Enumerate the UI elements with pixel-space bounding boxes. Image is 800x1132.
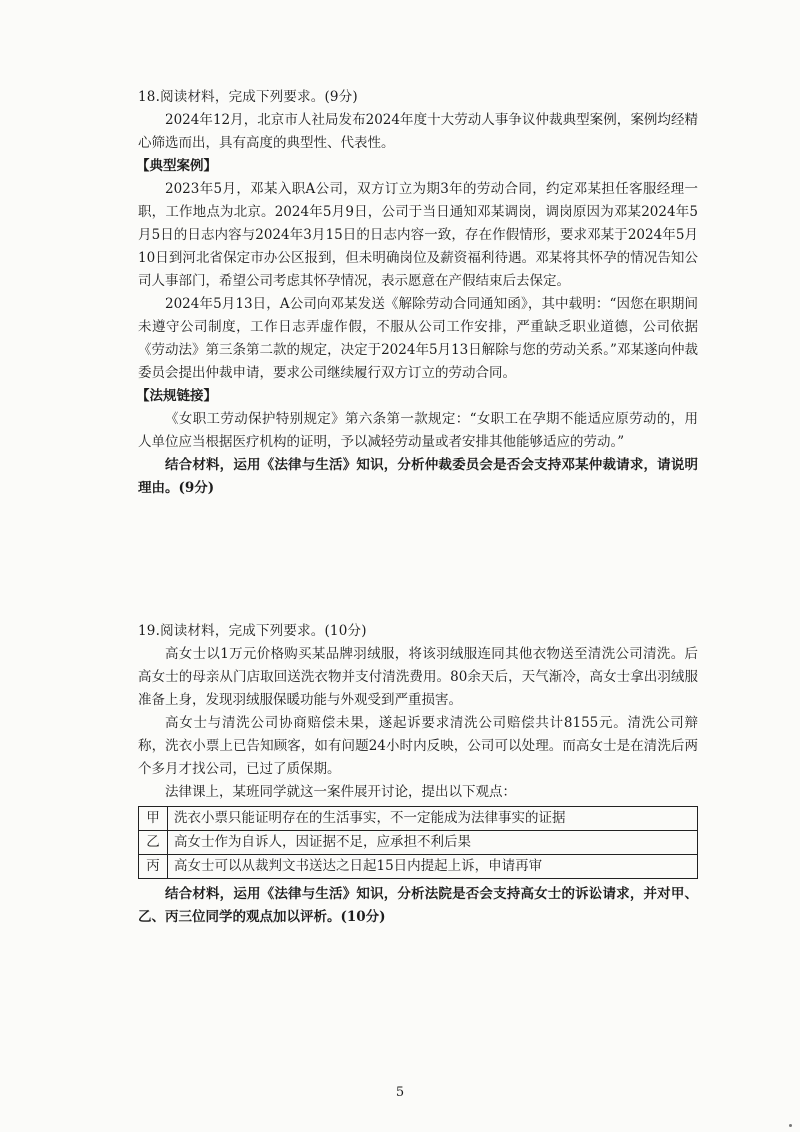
q19-task: 结合材料，运用《法律与生活》知识，分析法院是否会支持高女士的诉讼请求，并对甲、乙、丙三位同学的观点加以评析。(10分)	[138, 886, 698, 925]
views-table	[138, 806, 698, 879]
table-row	[139, 855, 698, 879]
view-label: 甲	[139, 807, 168, 831]
q19-heading: 19.阅读材料，完成下列要求。(10分)	[138, 623, 367, 639]
scan-speck	[789, 1124, 792, 1127]
question-19	[138, 620, 698, 929]
view-label: 丙	[139, 855, 168, 879]
q18-law-text: 《女职工劳动保护特别规定》第六条第一款规定：“女职工在孕期不能适应原劳动的，用人单位应当根据医疗机构的证明，予以减轻劳动量或者安排其他能够适应的劳动。”	[138, 411, 698, 450]
view-text: 高女士可以从裁判文书送达之日起15日内提起上诉，申请再审	[168, 855, 698, 879]
q18-case-text-1: 2023年5月，邓某入职A公司，双方订立为期3年的劳动合同，约定邓某担任客服经理一职，工作地点为北京。2024年5月9日，公司于当日通知邓某调岗，调岗原因为邓某2024年5月5日的日志内容与2024年3月15日的日志内容一致，存在作假情形，要求邓某于2024年5月10日到河北省保定市办公区报到，但未明确岗位及薪资福利待遇。邓某将其怀孕的情况告知公司人事部门，希望公司考虑其怀孕情况，表示愿意在产假结束后去保定。	[138, 181, 698, 289]
q18-heading: 18.阅读材料，完成下列要求。(9分)	[138, 89, 358, 105]
view-text: 高女士作为自诉人，因证据不足，应承担不利后果	[168, 831, 698, 855]
q18-case-text-2: 2024年5月13日，A公司向邓某发送《解除劳动合同通知函》，其中载明：“因您在职期间未遵守公司制度，工作日志弄虚作假，不服从公司工作安排，严重缺乏职业道德，公司依据《劳动法》第三条第二款的规定，决定于2024年5月13日解除与您的劳动关系。”邓某遂向仲裁委员会提出仲裁申请，要求公司继续履行双方订立的劳动合同。	[138, 296, 698, 381]
q18-case-title: 【典型案例】	[136, 158, 217, 174]
q19-para-3: 法律课上，某班同学就这一案件展开讨论，提出以下观点：	[165, 784, 516, 800]
table-row	[139, 807, 698, 831]
q19-para-2: 高女士与清洗公司协商赔偿未果，遂起诉要求清洗公司赔偿共计8155元。清洗公司辩称，洗衣小票上已告知顾客，如有问题24小时内反映，公司可以处理。而高女士是在清洗后两个多月才找公司，已过了质保期。	[138, 715, 698, 777]
q19-para-1: 高女士以1万元价格购买某品牌羽绒服，将该羽绒服连同其他衣物送至清洗公司清洗。后高女士的母亲从门店取回送洗衣物并支付清洗费用。80余天后，天气渐冷，高女士拿出羽绒服准备上身，发现羽绒服保暖功能与外观受到严重损害。	[138, 646, 698, 708]
q18-intro: 2024年12月，北京市人社局发布2024年度十大劳动人事争议仲裁典型案例，案例均经精心筛选而出，具有高度的典型性、代表性。	[138, 112, 698, 151]
question-18	[138, 86, 698, 500]
q18-law-title: 【法规链接】	[136, 388, 217, 404]
view-text: 洗衣小票只能证明存在的生活事实，不一定能成为法律事实的证据	[168, 807, 698, 831]
table-row	[139, 831, 698, 855]
view-label: 乙	[139, 831, 168, 855]
page-number: 5	[395, 1085, 405, 1100]
q18-task: 结合材料，运用《法律与生活》知识，分析仲裁委员会是否会支持邓某仲裁请求，请说明理由。(9分)	[138, 457, 698, 496]
